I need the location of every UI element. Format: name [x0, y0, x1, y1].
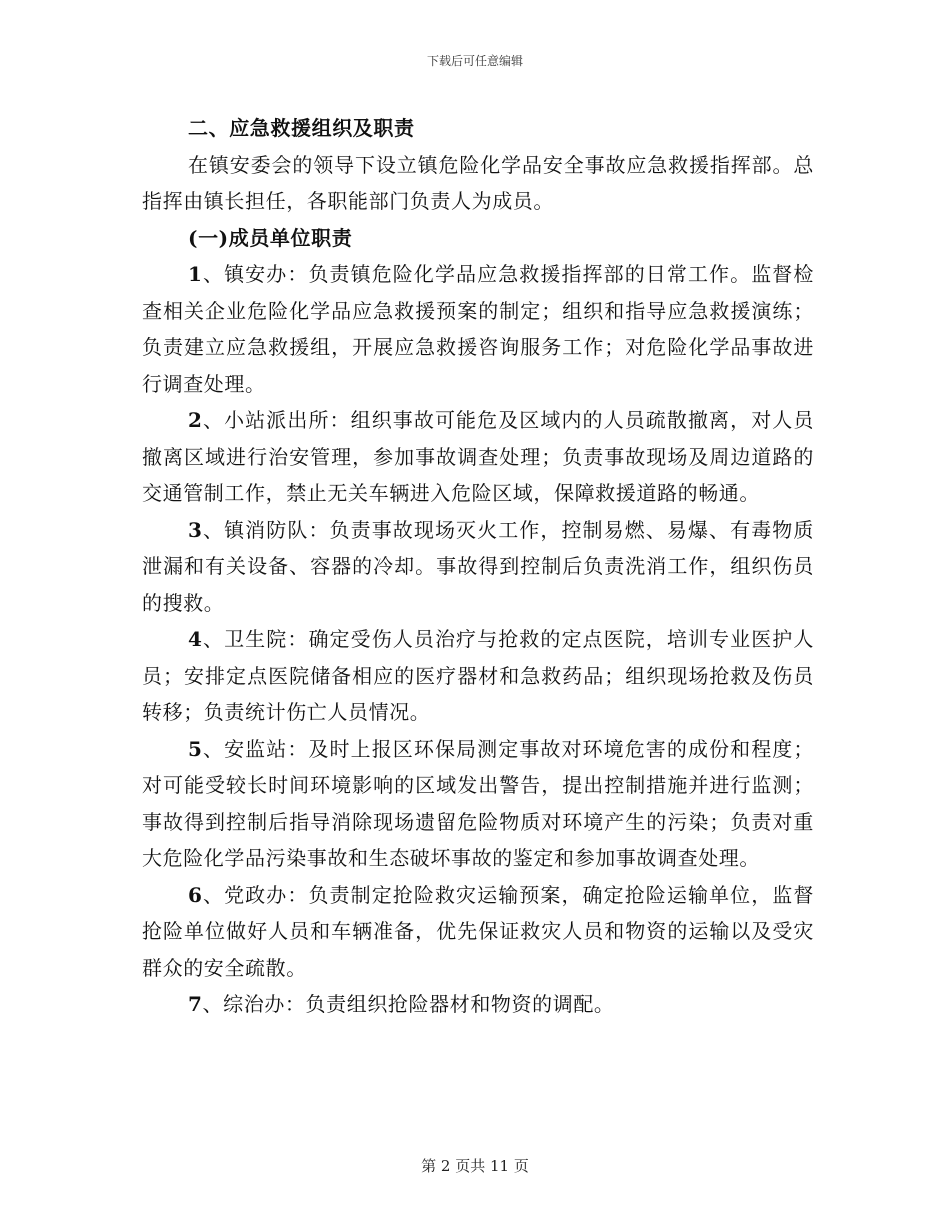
duty-item-4: [142, 621, 814, 731]
document-body: [142, 110, 814, 1023]
duty-item-3: [142, 512, 814, 622]
item-text: 、镇安办：负责镇危险化学品应急救援指挥部的日常工作。监督检查相关企业危险化学品应急救援预案的制定；组织和指导应急救援演练；负责建立应急救援组，开展应急救援咨询服务工作；对危险化学品事故进行调查处理。: [142, 262, 814, 396]
duty-item-7: [142, 986, 814, 1023]
page-footer: 第 2 页共 11 页: [421, 1157, 529, 1175]
item-text: 、小站派出所：组织事故可能危及区域内的人员疏散撤离，对人员撤离区域进行治安管理，参加事故调查处理；负责事故现场及周边道路的交通管制工作，禁止无关车辆进入危险区域，保障救援道路的畅通。: [142, 408, 814, 505]
item-number: 7: [188, 992, 203, 1016]
item-number: 1: [188, 262, 203, 286]
section-heading: 二、应急救援组织及职责: [188, 116, 415, 140]
intro-paragraph: 在镇安委会的领导下设立镇危险化学品安全事故应急救援指挥部。总指挥由镇长担任，各职能部门负责人为成员。: [142, 152, 814, 213]
item-number: 6: [188, 882, 203, 907]
item-number: 4: [188, 627, 203, 651]
item-text: 、安监站：及时上报区环保局测定事故对环境危害的成份和程度；对可能受较长时间环境影响的区域发出警告，提出控制措施并进行监测；事故得到控制后指导消除现场遗留危险物质对环境产生的污染；负责对重大危险化学品污染事故和生态破坏事故的鉴定和参加事故调查处理。: [142, 736, 814, 870]
duty-item-2: [142, 402, 814, 512]
item-text: 、卫生院：确定受伤人员治疗与抢救的定点医院，培训专业医护人员；安排定点医院储备相应的医疗器材和急救药品；组织现场抢救及伤员转移；负责统计伤亡人员情况。: [142, 627, 814, 724]
item-text: 、综治办：负责组织抢险器材和物资的调配。: [202, 992, 615, 1016]
subsection-heading: (一)成员单位职责: [188, 225, 353, 250]
item-text: 、镇消防队：负责事故现场灭火工作，控制易燃、易爆、有毒物质泄漏和有关设备、容器的冷却。事故得到控制后负责洗消工作，组织伤员的搜救。: [142, 517, 814, 615]
item-text: 、党政办：负责制定抢险救灾运输预案，确定抢险运输单位，监督抢险单位做好人员和车辆准备，优先保证救灾人员和物资的运输以及受灾群众的安全疏散。: [142, 882, 814, 980]
item-number: 2: [188, 408, 203, 432]
duty-item-1: [142, 256, 814, 402]
duty-item-5: [142, 731, 814, 877]
item-number: 3: [188, 517, 203, 542]
page-header: 下载后可任意编辑: [426, 54, 523, 68]
duty-item-6: [142, 877, 814, 987]
item-number: 5: [188, 736, 203, 761]
